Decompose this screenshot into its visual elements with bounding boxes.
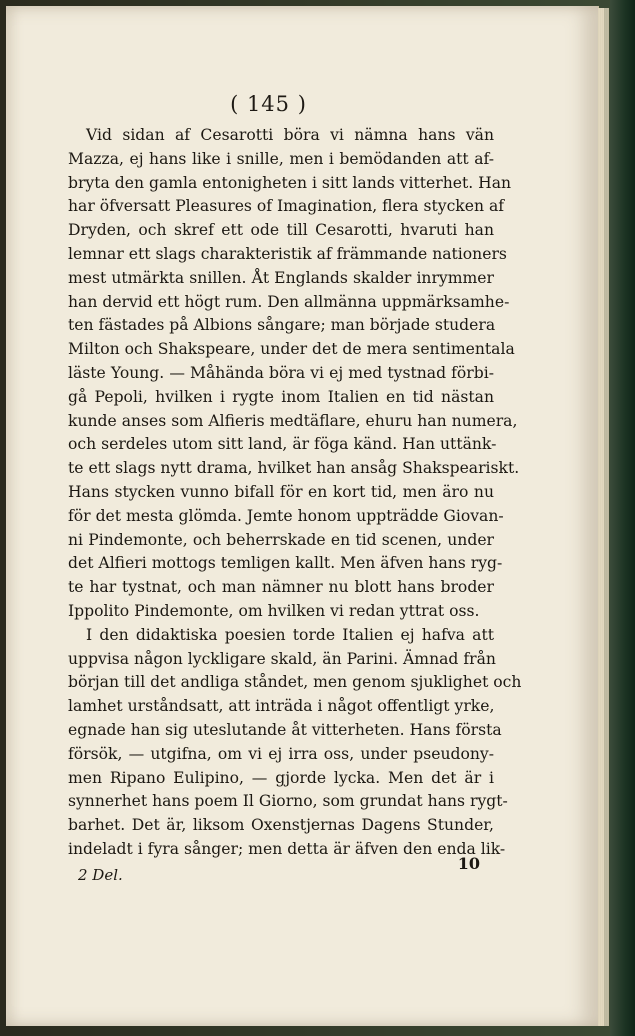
text-line: barhet. Det är, liksom Oxenstjernas Dagens Stunder, [68,816,494,835]
text-line: och serdeles utom sitt land, är föga känd. Han uttänk- [68,435,497,454]
text-line: läste Young. — Måhända böra vi ej med tystnad förbi- [68,363,494,382]
text-line: lamhet urståndsatt, att inträda i något offentligt yrke, [68,697,495,716]
text-line: bryta den gamla entonigheten i sitt lands vitterhet. Han [68,173,512,192]
text-line: gå Pepoli, hvilken i rygte inom Italien en tid nästan [68,387,494,406]
text-line: men Ripano Eulipino, — gjorde lycka. Men det är i [68,768,494,787]
text-line: det Alfieri mottogs temligen kallt. Men äfven hans ryg- [68,554,503,573]
text-line: han dervid ett högt rum. Den allmänna uppmärksamhe- [68,292,510,311]
text-line: synnerhet hans poem Il Giorno, som grundat hans rygt- [68,792,508,811]
text-line: lemnar ett slags charakteristik af främmande nationers [68,244,507,263]
text-line: har öfversatt Pleasures of Imagination, flera stycken af [68,197,505,216]
text-line: Ippolito Pindemonte, om hvilken vi redan yttrat oss. [68,601,480,620]
text-line: te har tystnat, och man nämner nu blott hans broder [68,578,494,597]
page-text [68,124,522,862]
signature-mark: 2 Del. [78,866,123,884]
text-line: kunde anses som Alfieris medtäflare, ehuru han numera, [68,411,518,430]
page-number: ( 145 ) [230,92,307,116]
text-line: ni Pindemonte, och beherrskade en tid scenen, under [68,530,494,549]
page-footer [68,854,480,884]
text-line: Dryden, och skref ett ode till Cesarotti, hvaruti han [68,221,494,240]
book-page [6,6,599,1026]
text-line: Mazza, ej hans like i snille, men i bemödanden att af- [68,149,494,168]
text-line: indeladt i fyra sånger; men detta är äfven den enda lik- [68,839,506,858]
page-edge [604,8,609,1026]
book-cover-edge [610,0,635,1036]
text-line: ten fästades på Albions sångare; man började studera [68,316,496,335]
text-line: I den didaktiska poesien torde Italien ej hafva att [86,625,494,644]
text-line: egnade han sig uteslutande åt vitterheten. Hans första [68,720,502,739]
sheet-number: 10 [457,854,480,873]
text-line: Vid sidan af Cesarotti böra vi nämna hans vän [86,126,494,144]
text-line: försök, — utgifna, om vi ej irra oss, under pseudony- [68,744,494,763]
text-line: te ett slags nytt drama, hvilket han ansåg Shakspeariskt. [68,459,520,478]
text-line: början till det andliga ståndet, men genom sjuklighet och [68,673,522,692]
text-line: mest utmärkta snillen. Åt Englands skalder inrymmer [68,268,494,287]
text-line: Milton och Shakspeare, under det de mera sentimentala [68,340,515,359]
text-line: uppvisa någon lyckligare skald, än Parini. Ämnad från [68,649,496,668]
text-line: för det mesta glömda. Jemte honom uppträdde Giovan- [68,506,504,525]
text-line: Hans stycken vunno bifall för en kort tid, men äro nu [68,482,494,501]
